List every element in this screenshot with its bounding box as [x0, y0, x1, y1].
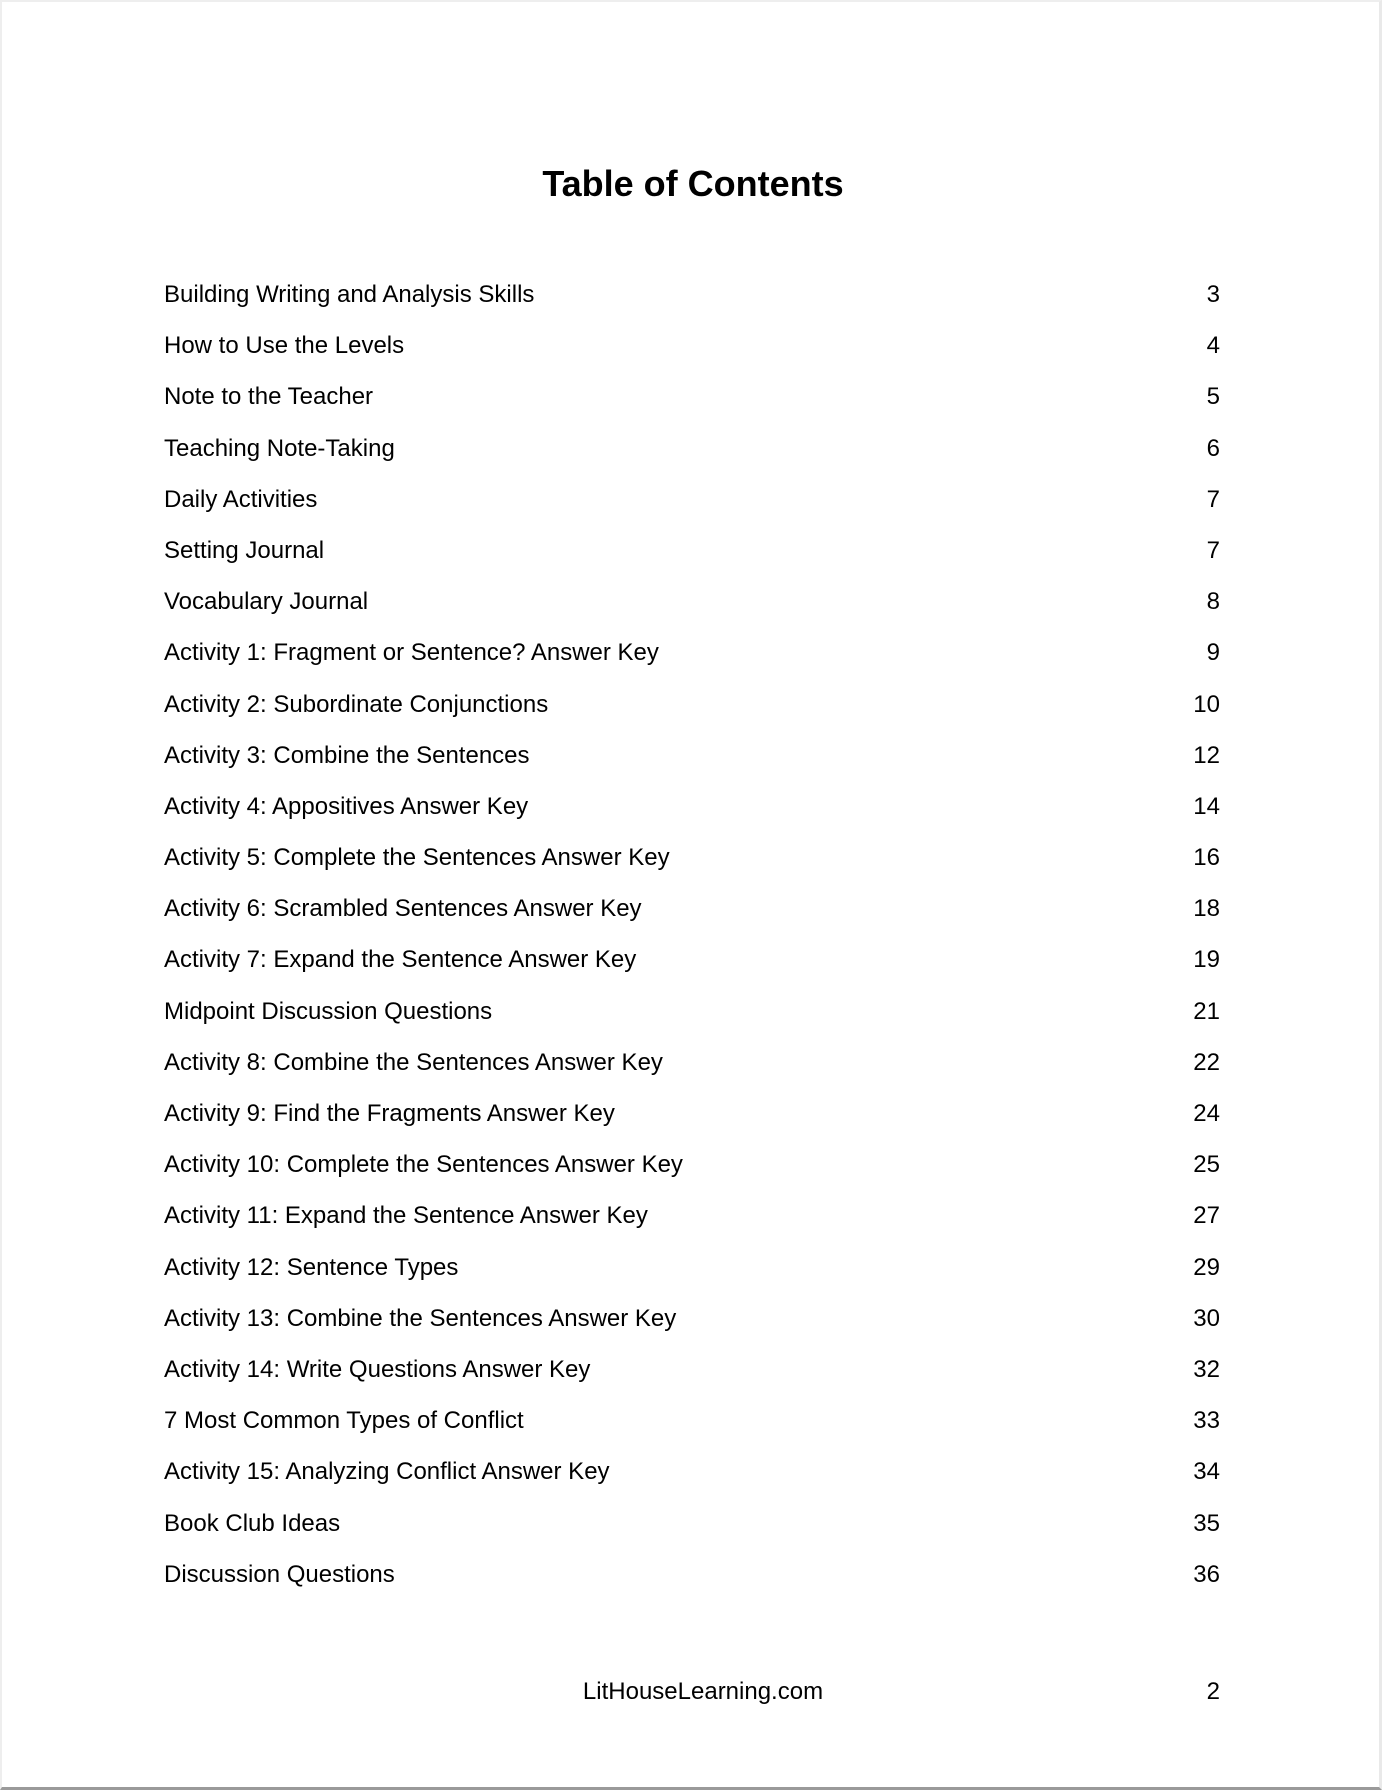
toc-entry[interactable] [164, 995, 1220, 1046]
toc-entry-title[interactable]: Activity 10: Complete the Sentences Answer Key [164, 1151, 683, 1179]
toc-entry-title[interactable]: Activity 3: Combine the Sentences [164, 741, 530, 769]
toc-entry-page: 10 [1193, 690, 1220, 718]
toc-entry[interactable] [164, 1558, 1220, 1609]
toc-entry-title[interactable]: Book Club Ideas [164, 1509, 341, 1537]
toc-entry-title[interactable]: Setting Journal [164, 536, 325, 564]
toc-entry-page: 35 [1193, 1509, 1220, 1537]
toc-entry-page: 18 [1193, 895, 1220, 923]
toc-entry[interactable] [164, 534, 1220, 585]
toc-entry-page: 33 [1193, 1407, 1220, 1435]
toc-entry-page: 6 [1206, 434, 1220, 462]
toc-entry-page: 36 [1193, 1560, 1220, 1588]
toc-entry-page: 9 [1206, 639, 1220, 667]
toc-entry[interactable] [164, 790, 1220, 841]
toc-entry[interactable] [164, 1302, 1220, 1353]
toc-entry-title[interactable]: 7 Most Common Types of Conflict [164, 1407, 524, 1435]
page-footer [2, 1675, 1382, 1709]
toc-entry[interactable] [164, 892, 1220, 943]
toc-entry-title[interactable]: Activity 5: Complete the Sentences Answer Key [164, 844, 670, 872]
toc-entry[interactable] [164, 432, 1220, 483]
toc-entry[interactable] [164, 636, 1220, 687]
toc-entry-title[interactable]: Vocabulary Journal [164, 588, 369, 616]
toc-entry-title[interactable]: Activity 2: Subordinate Conjunctions [164, 690, 549, 718]
toc-entry[interactable] [164, 739, 1220, 790]
toc-entry[interactable] [164, 585, 1220, 636]
toc-entry-page: 7 [1206, 485, 1220, 513]
toc-entry-title[interactable]: Activity 4: Appositives Answer Key [164, 792, 529, 820]
toc-entry-page: 21 [1193, 997, 1220, 1025]
toc-entry-title[interactable]: Activity 8: Combine the Sentences Answer Key [164, 1048, 663, 1076]
toc-entry[interactable] [164, 380, 1220, 431]
footer-website: LitHouseLearning.com [582, 1678, 824, 1705]
toc-entry-page: 4 [1206, 332, 1220, 360]
toc-entry-title[interactable]: Activity 9: Find the Fragments Answer Key [164, 1100, 615, 1127]
toc-entry[interactable] [164, 483, 1220, 534]
table-of-contents [164, 278, 1220, 1609]
toc-entry-page: 30 [1193, 1304, 1220, 1332]
toc-entry[interactable] [164, 943, 1220, 994]
toc-entry-title[interactable]: Activity 6: Scrambled Sentences Answer Key [164, 895, 642, 923]
toc-entry-title[interactable]: Activity 11: Expand the Sentence Answer Key [164, 1202, 648, 1230]
toc-entry-page: 29 [1193, 1253, 1220, 1281]
toc-entry-title[interactable]: Activity 14: Write Questions Answer Key [164, 1355, 591, 1383]
toc-entry[interactable] [164, 278, 1220, 329]
toc-entry-page: 32 [1193, 1355, 1220, 1383]
toc-entry-title[interactable]: Activity 13: Combine the Sentences Answer Key [164, 1304, 677, 1332]
toc-entry[interactable] [164, 329, 1220, 380]
toc-entry[interactable] [164, 1353, 1220, 1404]
toc-entry-title[interactable]: Activity 15: Analyzing Conflict Answer Key [164, 1458, 610, 1486]
toc-entry[interactable] [164, 1046, 1220, 1097]
toc-entry-page: 5 [1206, 383, 1220, 411]
toc-entry-title[interactable]: Activity 7: Expand the Sentence Answer Key [164, 946, 637, 974]
toc-entry[interactable] [164, 1507, 1220, 1558]
toc-entry-title[interactable]: Building Writing and Analysis Skills [164, 281, 535, 308]
toc-entry-page: 16 [1193, 844, 1220, 872]
toc-entry-title[interactable]: Daily Activities [164, 485, 318, 513]
toc-entry[interactable] [164, 1199, 1220, 1250]
toc-entry[interactable] [164, 1097, 1220, 1148]
footer-page-number: 2 [1206, 1678, 1220, 1705]
toc-entry-title[interactable]: Teaching Note-Taking [164, 434, 395, 462]
toc-entry-page: 12 [1193, 741, 1220, 769]
toc-entry-page: 8 [1206, 588, 1220, 616]
toc-entry[interactable] [164, 841, 1220, 892]
toc-entry-page: 19 [1193, 946, 1220, 974]
toc-entry-page: 24 [1193, 1100, 1220, 1127]
toc-entry-title[interactable]: How to Use the Levels [164, 332, 405, 360]
toc-entry-page: 27 [1193, 1202, 1220, 1230]
toc-entry-page: 14 [1193, 792, 1220, 820]
toc-entry[interactable] [164, 1455, 1220, 1506]
toc-entry-page: 34 [1193, 1458, 1220, 1486]
toc-entry-page: 22 [1193, 1048, 1220, 1076]
toc-entry-page: 25 [1193, 1151, 1220, 1179]
toc-entry-title[interactable]: Note to the Teacher [164, 383, 374, 411]
toc-entry[interactable] [164, 1148, 1220, 1199]
toc-entry-title[interactable]: Activity 1: Fragment or Sentence? Answer Key [164, 639, 659, 667]
toc-entry-title[interactable]: Discussion Questions [164, 1560, 395, 1588]
toc-entry-title[interactable]: Activity 12: Sentence Types [164, 1253, 459, 1281]
page-title: Table of Contents [542, 163, 844, 204]
toc-entry-title[interactable]: Midpoint Discussion Questions [164, 997, 493, 1025]
toc-entry[interactable] [164, 1404, 1220, 1455]
toc-entry[interactable] [164, 688, 1220, 739]
toc-entry[interactable] [164, 1251, 1220, 1302]
toc-entry-page: 3 [1206, 281, 1220, 308]
toc-entry-page: 7 [1206, 536, 1220, 564]
